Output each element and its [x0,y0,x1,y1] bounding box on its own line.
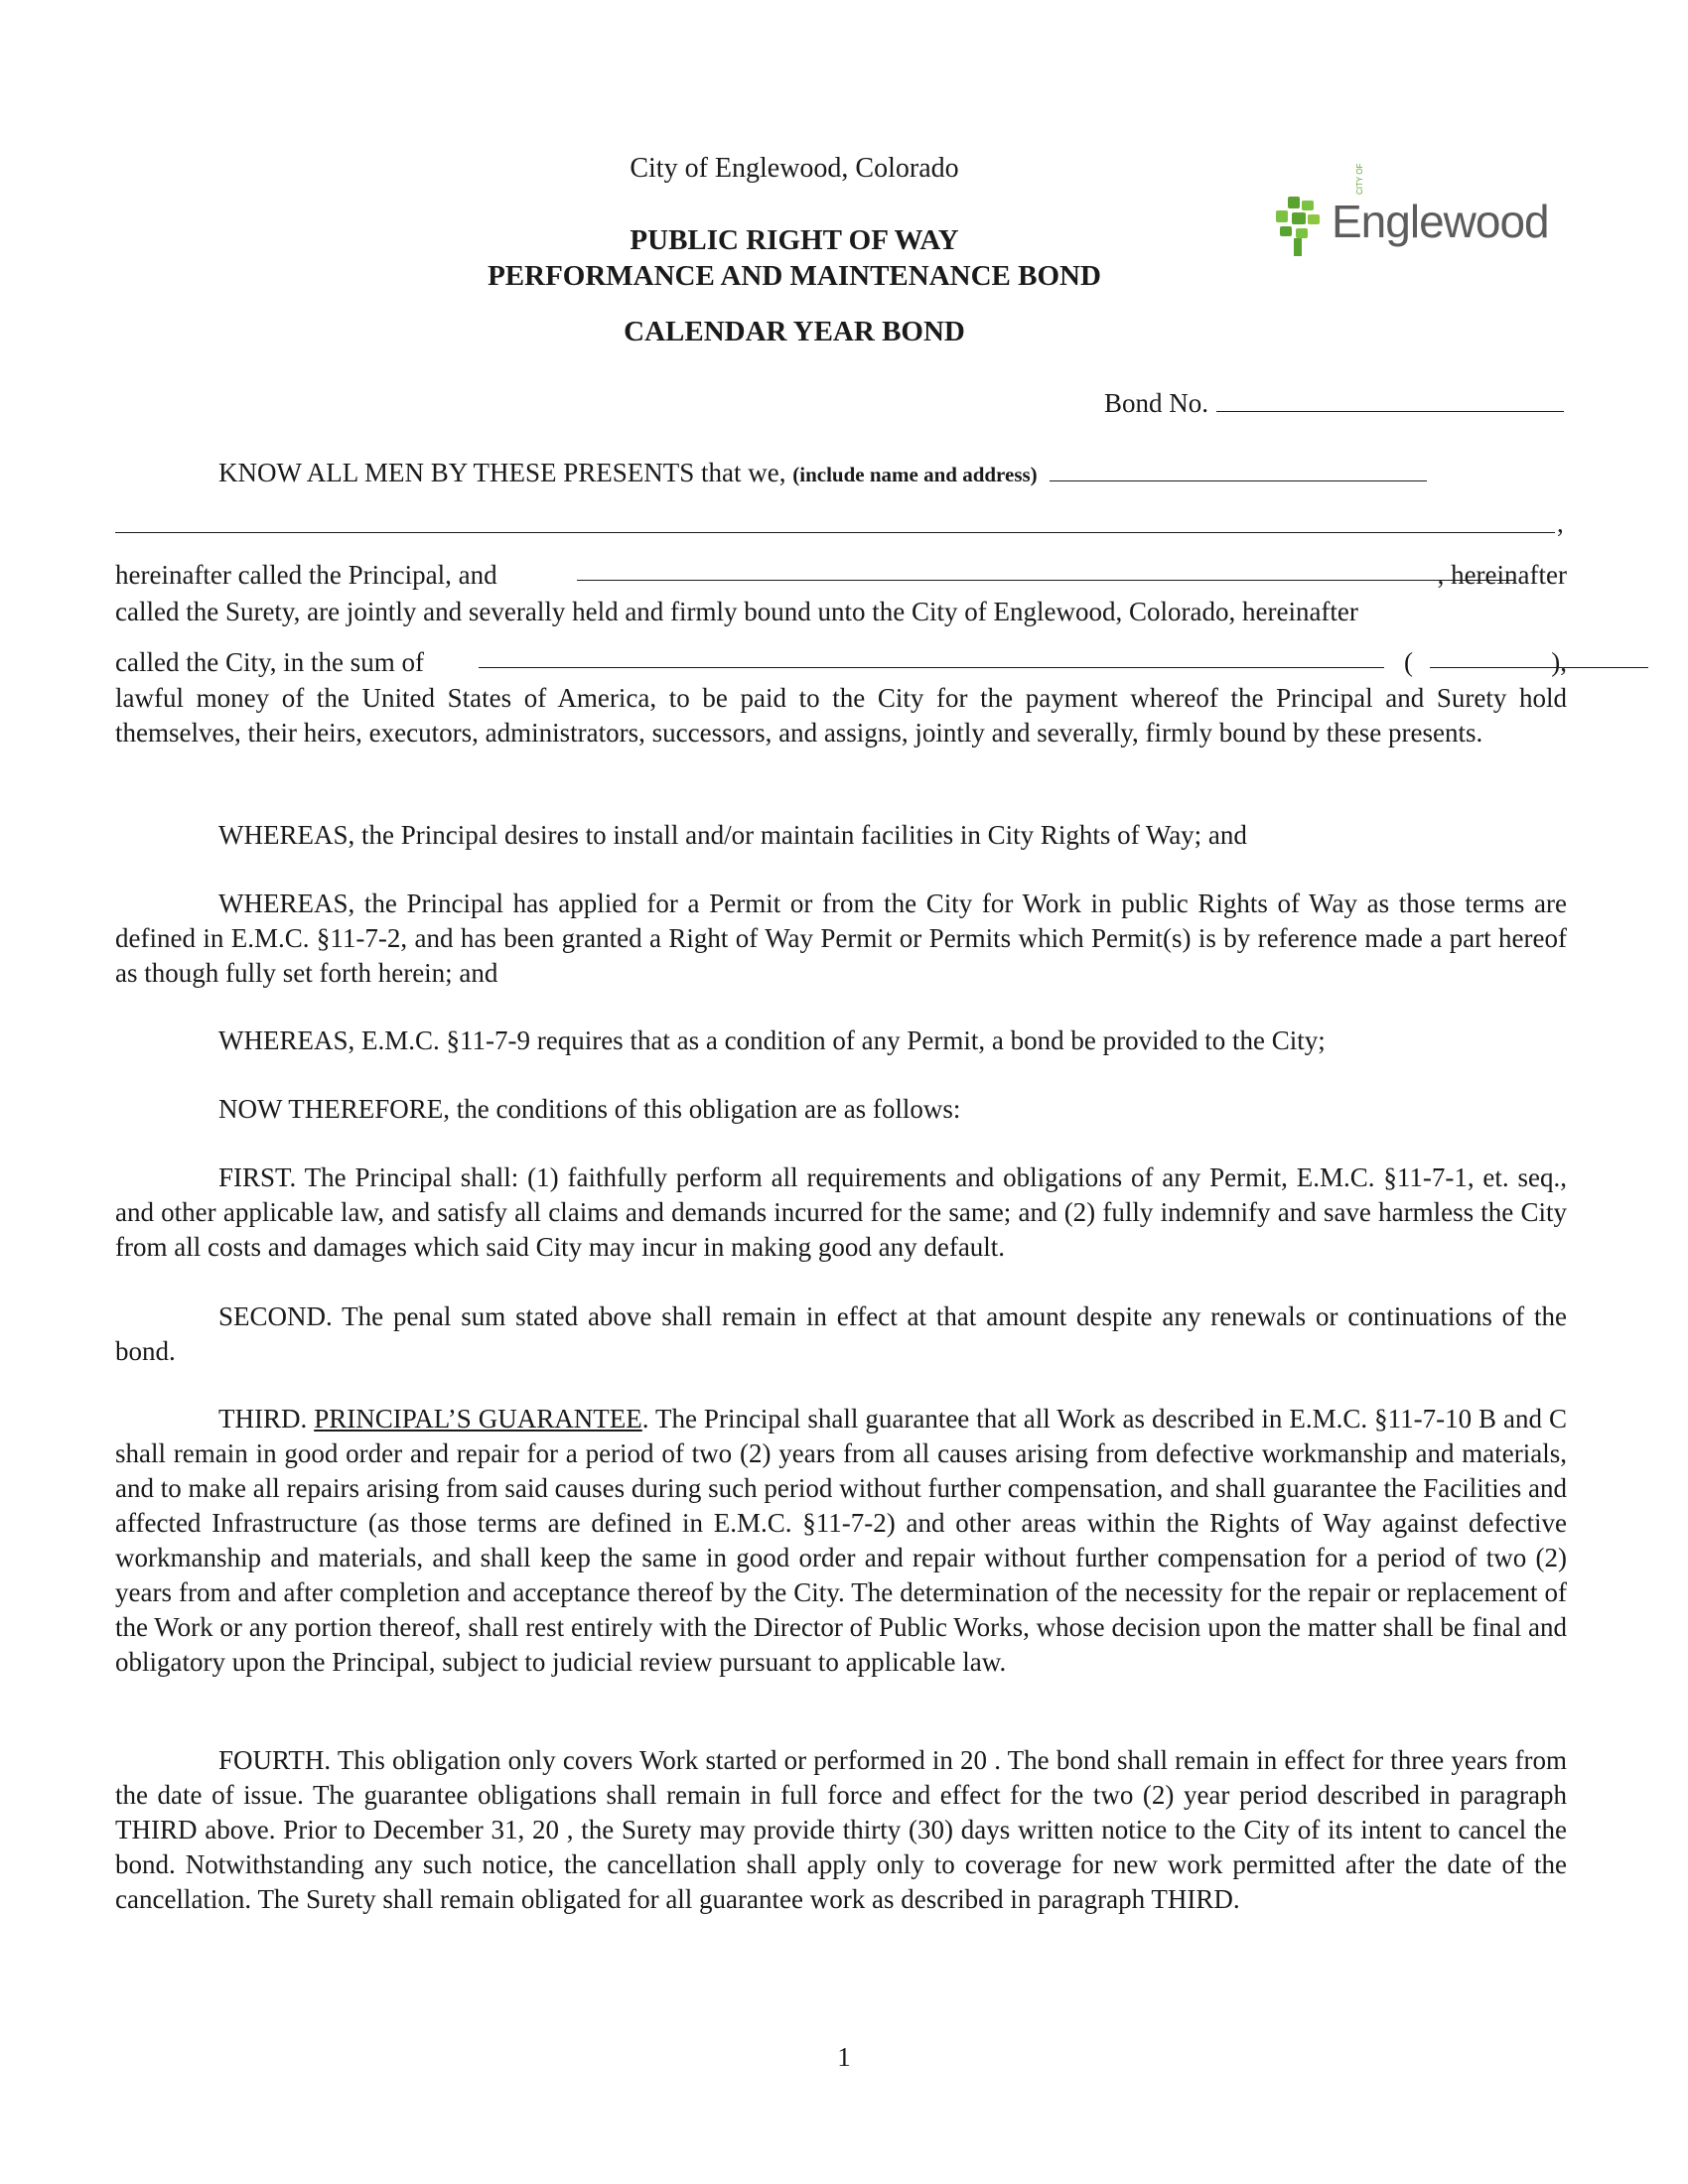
whereas-paragraph-1: WHEREAS, the Principal desires to install and/or maintain facilities in City Rights of Way; and [218,820,1247,850]
title-line-2: PERFORMANCE AND MAINTENANCE BOND [488,260,1101,292]
title-line-1: PUBLIC RIGHT OF WAY [630,224,959,256]
title-line-3: CALENDAR YEAR BOND [624,316,965,347]
bond-number-label: Bond No. [1104,388,1209,418]
sum-row [115,647,1567,682]
principal-name-blank[interactable] [1050,459,1427,481]
know-hint: (include name and address) [792,463,1038,486]
logo-city-of: CITY OF [1355,163,1364,195]
second-paragraph: SECOND. The penal sum stated above shall remain in effect at that amount despite any renewals or continuations of the bond. [115,1301,1567,1366]
whereas-paragraph-3: WHEREAS, E.M.C. §11-7-9 requires that as a condition of any Permit, a bond be provided to the City; [218,1025,1326,1055]
sum-figures-blank[interactable] [1430,667,1648,668]
bond-number-field[interactable] [1104,388,1564,419]
surety-paragraph: called the Surety, are jointly and severally held and firmly bound unto the City of Englewood, Colorado, hereinafter [115,597,1358,626]
sum-close-paren: ), [1551,647,1567,677]
hereinafter-label: , hereinafter [1437,560,1567,590]
third-paragraph [115,1402,1567,1680]
principal-address-blank[interactable] [115,510,1555,533]
englewood-logo [1266,163,1554,260]
bond-number-blank[interactable] [1216,389,1564,412]
logo-wordmark: Englewood [1332,196,1549,247]
tree-icon [1266,191,1336,260]
third-text: . The Principal shall guarantee that all Work as described in E.M.C. §11-7-10 B and C shall remain in good order and repair for a period of two (2) years from all causes arising from defective workmanship and materials, and to make all repairs arising from said causes during such period without further compensation, and shall guarantee the Facilities and affected Infrastructure (as those terms are defined in E.M.C. §11-7-2) and other areas within the Rights of Way against defective workmanship and materials, and shall keep the same in good order and repair without further compensation for a period of two (2) years from and after completion and acceptance thereof by the City. The determination of the necessity for the repair or replacement of the Work or any portion thereof, shall rest entirely with the Director of Public Works, whose decision upon the matter shall be final and obligatory upon the Principal, subject to judicial review pursuant to applicable law. [115,1404,1567,1677]
sum-open-paren: ( [1404,647,1413,677]
page-number: 1 [837,2042,851,2072]
know-lead: KNOW ALL MEN BY THESE PRESENTS that we, [218,458,786,487]
whereas-paragraph-2: WHEREAS, the Principal has applied for a Permit or from the City for Work in public Rights of Way as those terms are defined in E.M.C. §11-7-2, and has been granted a Right of Way Permit or Permits which Permit(s) is by reference made a part hereof as though fully set forth herein; and [115,888,1567,988]
surety-name-blank[interactable] [577,580,1515,581]
sum-label: called the City, in the sum of [115,647,424,677]
lawful-money-paragraph: lawful money of the United States of America, to be paid to the City for the payment whereof the Principal and Surety hold themselves, their heirs, executors, administrators, successors, and assigns, jointly and severally, firmly bound by these presents. [115,683,1567,748]
third-lead: THIRD. [218,1404,315,1433]
first-paragraph: FIRST. The Principal shall: (1) faithfully perform all requirements and obligations of any Permit, E.M.C. §11-7-1, et. seq., and other applicable law, and satisfy all claims and demands incurred for the same; and (2) fully indemnify and save harmless the City from all costs and damages which said City may incur in making good any default. [115,1162,1567,1262]
sum-words-blank[interactable] [479,667,1384,668]
city-heading: City of Englewood, Colorado [630,153,959,184]
address-comma: , [1557,508,1564,538]
now-therefore-paragraph: NOW THEREFORE, the conditions of this obligation are as follows: [218,1094,961,1124]
principal-label: hereinafter called the Principal, and [115,560,497,590]
know-all-men-line [218,458,1427,488]
fourth-paragraph: FOURTH. This obligation only covers Work started or performed in 20 . The bond shall remain in effect for three years from the date of issue. The guarantee obligations shall remain in full force and effect for the two (2) year period described in paragraph THIRD above. Prior to December 31, 20 , the Surety may provide thirty (30) days written notice to the City of its intent to cancel the bond. Notwithstanding any such notice, the cancellation shall apply only to coverage for new work permitted after the date of the cancellation. The Surety shall remain obligated for all guarantee work as described in paragraph THIRD. [115,1745,1567,1914]
third-heading: PRINCIPAL’S GUARANTEE [314,1404,642,1433]
